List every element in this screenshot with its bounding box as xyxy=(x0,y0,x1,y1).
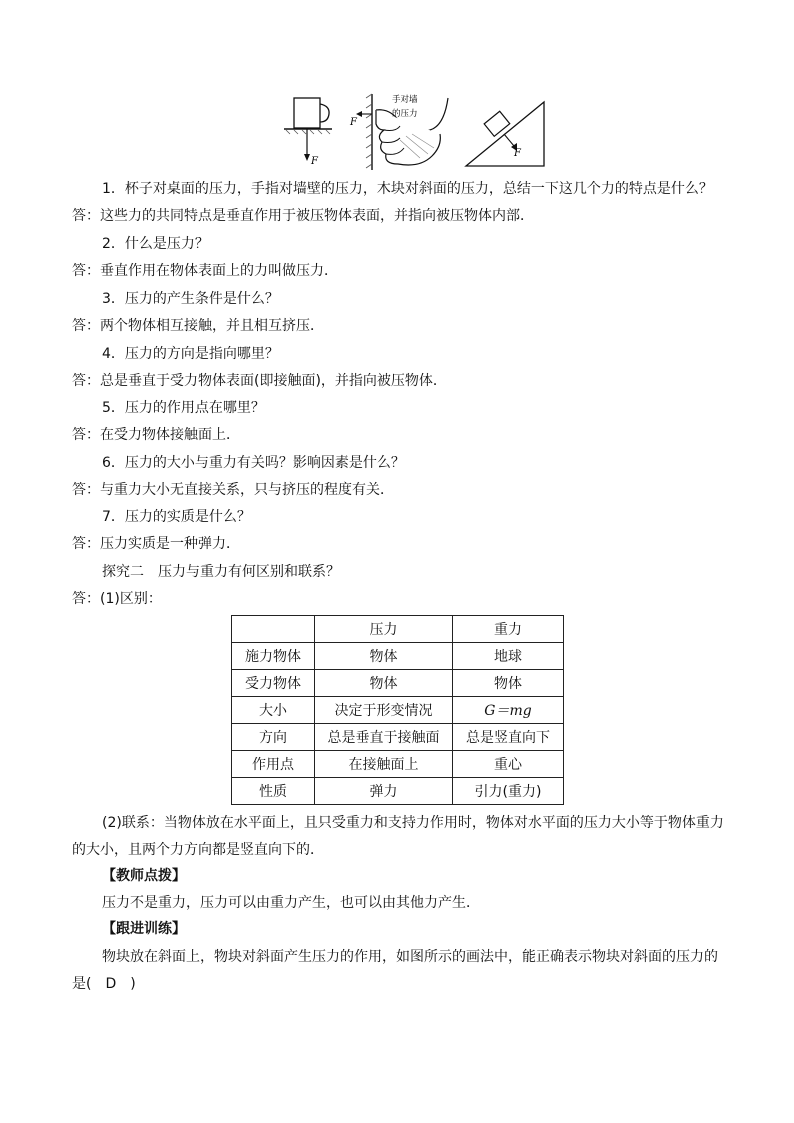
answer-5: 答：在受力物体接触面上． xyxy=(72,427,240,443)
teacher-tip-text: 压力不是重力，压力可以由重力产生，也可以由其他力产生． xyxy=(102,895,480,911)
table-cell: 在接触面上 xyxy=(315,751,453,778)
teacher-tip-heading: 【教师点拨】 xyxy=(102,868,186,884)
table-cell: 引力(重力) xyxy=(453,778,564,805)
answer-1: 答：这些力的共同特点是垂直作用于被压物体表面，并指向被压物体内部． xyxy=(72,208,534,224)
hand-on-wall-diagram xyxy=(349,94,448,170)
block-force-label: F xyxy=(514,148,521,159)
table-cell: 性质 xyxy=(232,778,315,805)
question-7: 7．压力的实质是什么？ xyxy=(102,509,251,525)
table-row xyxy=(232,778,564,805)
table-cell: 物体 xyxy=(315,670,453,697)
table-cell: 重心 xyxy=(453,751,564,778)
table-cell: 物体 xyxy=(453,670,564,697)
hand-force-label: F xyxy=(350,117,357,128)
table-cell-formula: G＝mg xyxy=(453,697,564,724)
table-cell: 施力物体 xyxy=(232,643,315,670)
table-row xyxy=(232,751,564,778)
table-cell: 大小 xyxy=(232,697,315,724)
explore2-title: 探究二 压力与重力有何区别和联系？ xyxy=(102,564,340,580)
cup-force-label: F xyxy=(311,156,318,167)
practice-line-1: 物块放在斜面上，物块对斜面产生压力的作用，如图所示的画法中，能正确表示物块对斜面的压力的 xyxy=(102,949,718,965)
pressure-gravity-table xyxy=(231,615,564,805)
table-cell: 受力物体 xyxy=(232,670,315,697)
table-header-cell: 重力 xyxy=(453,616,564,643)
table-header-row xyxy=(232,616,564,643)
practice-line-2: 是( D ) xyxy=(72,976,136,992)
answer-2: 答：垂直作用在物体表面上的力叫做压力． xyxy=(72,263,338,279)
table-cell: 地球 xyxy=(453,643,564,670)
relation-line-2: 的大小，且两个力方向都是竖直向下的． xyxy=(72,842,324,858)
table-cell: 作用点 xyxy=(232,751,315,778)
practice-heading: 【跟进训练】 xyxy=(102,921,186,937)
table-row xyxy=(232,670,564,697)
table-row xyxy=(232,724,564,751)
answer-6: 答：与重力大小无直接关系，只与挤压的程度有关． xyxy=(72,482,394,498)
table-header-cell xyxy=(232,616,315,643)
explore2-answer-intro: 答：(1)区别： xyxy=(72,591,162,607)
cup-on-table-diagram xyxy=(284,98,332,167)
question-3: 3．压力的产生条件是什么？ xyxy=(102,291,279,307)
question-1: 1．杯子对桌面的压力，手指对墙壁的压力，木块对斜面的压力，总结一下这几个力的特点是什么？ xyxy=(102,181,713,197)
relation-line-1: (2)联系：当物体放在水平面上，且只受重力和支持力作用时，物体对水平面的压力大小等于物体重力 xyxy=(102,815,724,831)
question-4: 4．压力的方向是指向哪里？ xyxy=(102,346,279,362)
table-cell: 方向 xyxy=(232,724,315,751)
block-on-incline-diagram xyxy=(466,102,544,166)
table-cell: 决定于形变情况 xyxy=(315,697,453,724)
table-cell: 弹力 xyxy=(315,778,453,805)
question-5: 5．压力的作用点在哪里？ xyxy=(102,400,265,416)
question-6: 6．压力的大小与重力有关吗？影响因素是什么？ xyxy=(102,455,405,471)
answer-3: 答：两个物体相互接触，并且相互挤压． xyxy=(72,318,324,334)
table-cell: 物体 xyxy=(315,643,453,670)
table-cell: 总是垂直于接触面 xyxy=(315,724,453,751)
table-row xyxy=(232,697,564,724)
table-cell: 总是竖直向下 xyxy=(453,724,564,751)
question-2: 2．什么是压力？ xyxy=(102,236,209,252)
answer-7: 答：压力实质是一种弹力． xyxy=(72,536,240,552)
force-illustration xyxy=(280,90,560,172)
table-row xyxy=(232,643,564,670)
answer-4: 答：总是垂直于受力物体表面(即接触面)，并指向被压物体． xyxy=(72,373,447,389)
table-header-cell: 压力 xyxy=(315,616,453,643)
hand-caption-line2: 的压力 xyxy=(392,109,418,119)
hand-caption-line1: 手对墙 xyxy=(392,95,418,105)
